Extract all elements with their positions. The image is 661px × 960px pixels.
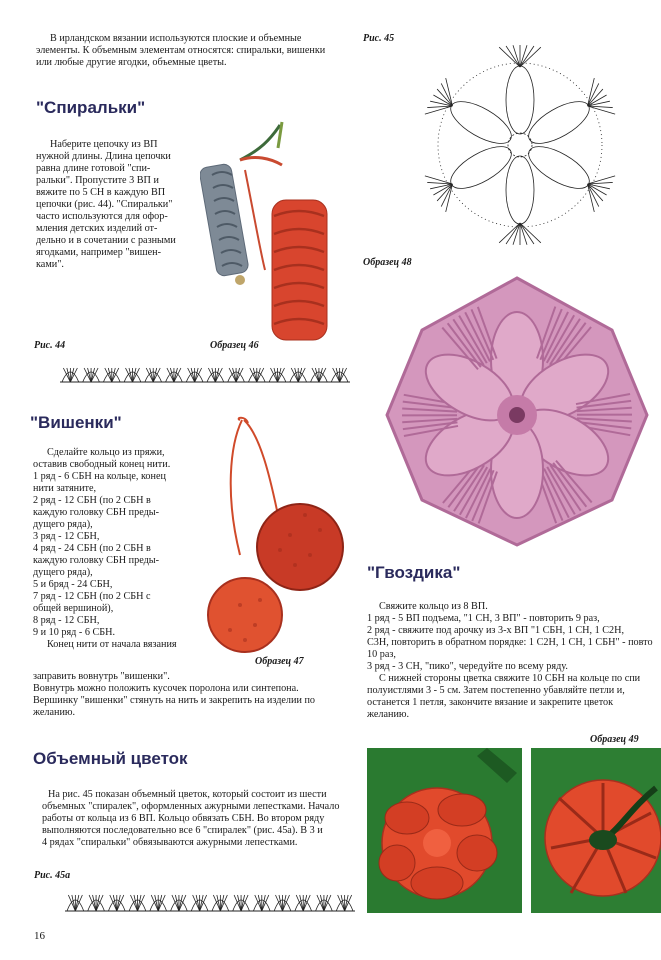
- cherries-line: 5 и 6ряд - 24 СБН,: [33, 579, 113, 590]
- intro-paragraph: [36, 33, 348, 69]
- flower-line: На рис. 45 показан объемный цветок, который состоит из шести: [48, 789, 327, 800]
- carnation-line: 2 ряд - свяжите под арочку из 3-х ВП "1 СБН, 1 СН, 1 С2Н,: [367, 625, 625, 636]
- carnation-paragraph: [367, 601, 661, 721]
- cherries-line: каждую головку СБН преды-: [33, 507, 160, 518]
- fig44-stitch-chart: [60, 360, 350, 390]
- cherries-line: 7 ряд - 12 СБН (по 2 СБН с: [33, 591, 151, 602]
- page-number: 16: [34, 930, 45, 942]
- intro-line: или любые другие ягодки, объемные цветы.: [36, 57, 227, 68]
- carnation-line: 3 ряд - 3 СН, "пико", чередуйте по всему ряду.: [367, 661, 568, 672]
- pink-motif-photo: [372, 270, 661, 555]
- cherries-line: дущего ряда),: [33, 567, 93, 578]
- cherries-line: дущего ряда),: [33, 519, 93, 530]
- spirals-paragraph: [36, 139, 196, 271]
- sample48-caption: Образец 48: [363, 257, 412, 268]
- fig45-flower-chart: [400, 40, 640, 250]
- spirals-line: дельно и в сочетании с разными: [36, 235, 176, 246]
- carnation-line: желанию.: [367, 709, 410, 720]
- cherries-line: Конец нити от начала вязания: [47, 639, 177, 650]
- sample47-caption: Образец 47: [255, 656, 304, 667]
- cherries-line: оставив свободный конец нити.: [33, 459, 171, 470]
- spirals-line: Наберите цепочку из ВП: [50, 139, 158, 150]
- sample46-caption: Образец 46: [210, 340, 259, 351]
- fig44-caption: Рис. 44: [34, 340, 66, 351]
- spirals-line: ягодками, например "вишен-: [36, 247, 161, 258]
- cherries-line: 8 ряд - 12 СБН,: [33, 615, 100, 626]
- fig45-caption: Рис. 45: [363, 33, 395, 44]
- cherries-line: 2 ряд - 12 СБН (по 2 СБН в: [33, 495, 151, 506]
- carnation-line: полуистлями 3 - 5 см. Затем постепенно убавляйте петли и,: [367, 685, 625, 696]
- carnation-line: 1 ряд - 5 ВП подъема, "1 СН, 3 ВП" - повторить 9 раз,: [367, 613, 600, 624]
- cherries-line: общей вершиной),: [33, 603, 114, 614]
- sample49-caption: Образец 49: [590, 734, 639, 745]
- fig45a-caption: Рис. 45а: [34, 870, 71, 881]
- spirals-line: нужной длины. Длина цепочки: [36, 151, 171, 162]
- cherries-tail-line: желанию.: [33, 707, 76, 718]
- cherries-line: 1 ряд - 6 СБН на кольце, конец: [33, 471, 166, 482]
- cherries-paragraph: [33, 447, 213, 651]
- cherries-heading: "Вишенки": [30, 413, 122, 432]
- flower-line: выполняются последовательно все 6 "спиралек" (рис. 45а). В 3 и: [42, 825, 323, 836]
- spirals-line: вяжите по 5 СН в каждую ВП: [36, 187, 166, 198]
- intro-line: элементы. К объемным элементам относятся: спиральки, вишенки: [36, 45, 326, 56]
- flower-paragraph: [42, 789, 352, 849]
- spirals-line: мления детских изделий от-: [36, 223, 158, 234]
- carnation-line: С нижней стороны цветка свяжите 10 СБН на кольце по спи: [379, 673, 641, 684]
- cherries-tail-paragraph: [33, 671, 353, 719]
- spiral-sample-photo: [200, 120, 340, 345]
- cherries-line: 9 и 10 ряд - 6 СБН.: [33, 627, 116, 638]
- carnation-line: Свяжите кольцо из 8 ВП.: [379, 601, 488, 612]
- fig45a-stitch-chart: [65, 885, 355, 917]
- cherries-sample-photo: [200, 415, 360, 655]
- spirals-line: ральки". Пропустите 3 ВП и: [36, 175, 159, 186]
- intro-line: В ирландском вязании используются плоские и объемные: [50, 33, 302, 44]
- cherries-tail-line: Вершинку "вишенки" стянуть на нить и закрепить на изделии по: [33, 695, 315, 706]
- cherries-line: 4 ряд - 24 СБН (по 2 СБН в: [33, 543, 151, 554]
- cherries-tail-line: заправить вовнутрь "вишенки".: [33, 671, 170, 682]
- cherries-line: 3 ряд - 12 СБН,: [33, 531, 100, 542]
- carnation-line: останется 1 петля, закончите вязание и закрепите цветок: [367, 697, 614, 708]
- flower-heading: Объемный цветок: [33, 749, 188, 768]
- spirals-line: равна длине готовой "спи-: [36, 163, 151, 174]
- flower-line: 4 рядах "спиральки" обвязываются ажурными лепестками.: [42, 837, 298, 848]
- spirals-line: ками".: [36, 259, 64, 270]
- cherries-line: Сделайте кольцо из пряжи,: [47, 447, 165, 458]
- carnation-line: 10 раз,: [367, 649, 396, 660]
- flower-line: объемных "спиралек", оформленных ажурными лепестками. Начало: [42, 801, 340, 812]
- spirals-heading: "Спиральки": [36, 98, 146, 117]
- spirals-line: часто используются для офор-: [36, 211, 168, 222]
- carnation-photo-right: [531, 748, 661, 913]
- cherries-line: каждую головку СБН преды-: [33, 555, 160, 566]
- flower-line: работы от кольца из 6 ВП. Кольцо обвязать СБН. Во втором ряду: [42, 813, 325, 824]
- cherries-line: нити затяните,: [33, 483, 97, 494]
- carnation-heading: "Гвоздика": [367, 563, 461, 582]
- cherries-tail-line: Вовнутрь можно положить кусочек поролона или синтепона.: [33, 683, 299, 694]
- carnation-photo-left: [367, 748, 522, 913]
- carnation-line: С3Н, повторить в обратном порядке: 1 С2Н, 1 СН, 1 СБН" - повто: [367, 637, 653, 648]
- spirals-line: цепочки (рис. 44). "Спиральки": [36, 199, 173, 210]
